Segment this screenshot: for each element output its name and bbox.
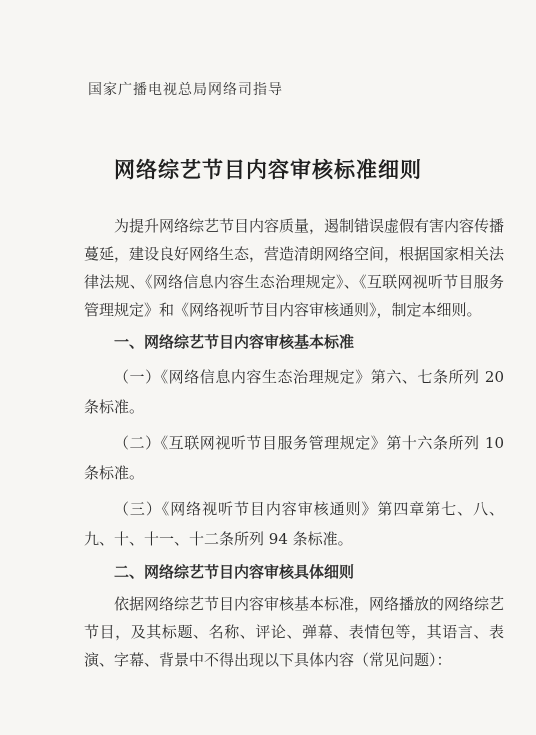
section-1-item-1: （一）《网络信息内容生态治理规定》第六、七条所列 20 条标准。 [84, 368, 504, 416]
section-2-heading: 二、网络综艺节目内容审核具体细则 [114, 563, 355, 581]
intro-paragraph: 为提升网络综艺节目内容质量，遏制错误虚假有害内容传播蔓延，建设良好网络生态，营造清朗网络空间，根据国家相关法律法规、《网络信息内容生态治理规定》、《互联网视听节目服务管理规定》和《网络视听节目内容审核通则》，制定本细则。 [84, 217, 505, 319]
section-1-item-2: （二）《互联网视听节目服务管理规定》第十六条所列 10 条标准。 [84, 434, 504, 482]
document-title: 网络综艺节目内容审核标准细则 [114, 158, 422, 182]
document-body [84, 212, 504, 674]
issuer-line: 国家广播电视总局网络司指导 [88, 82, 283, 98]
section-2-paragraph: 依据网络综艺节目内容审核基本标准，网络播放的网络综艺节目，及其标题、名称、评论、弹幕、表情包等，其语言、表演、字幕、背景中不得出现以下具体内容（常见问题）： [84, 595, 505, 669]
section-1-item-3: （三）《网络视听节目内容审核通则》第四章第七、八、九、十、十一、十二条所列 94 条标准。 [84, 500, 504, 548]
section-1-heading: 一、网络综艺节目内容审核基本标准 [114, 333, 355, 351]
